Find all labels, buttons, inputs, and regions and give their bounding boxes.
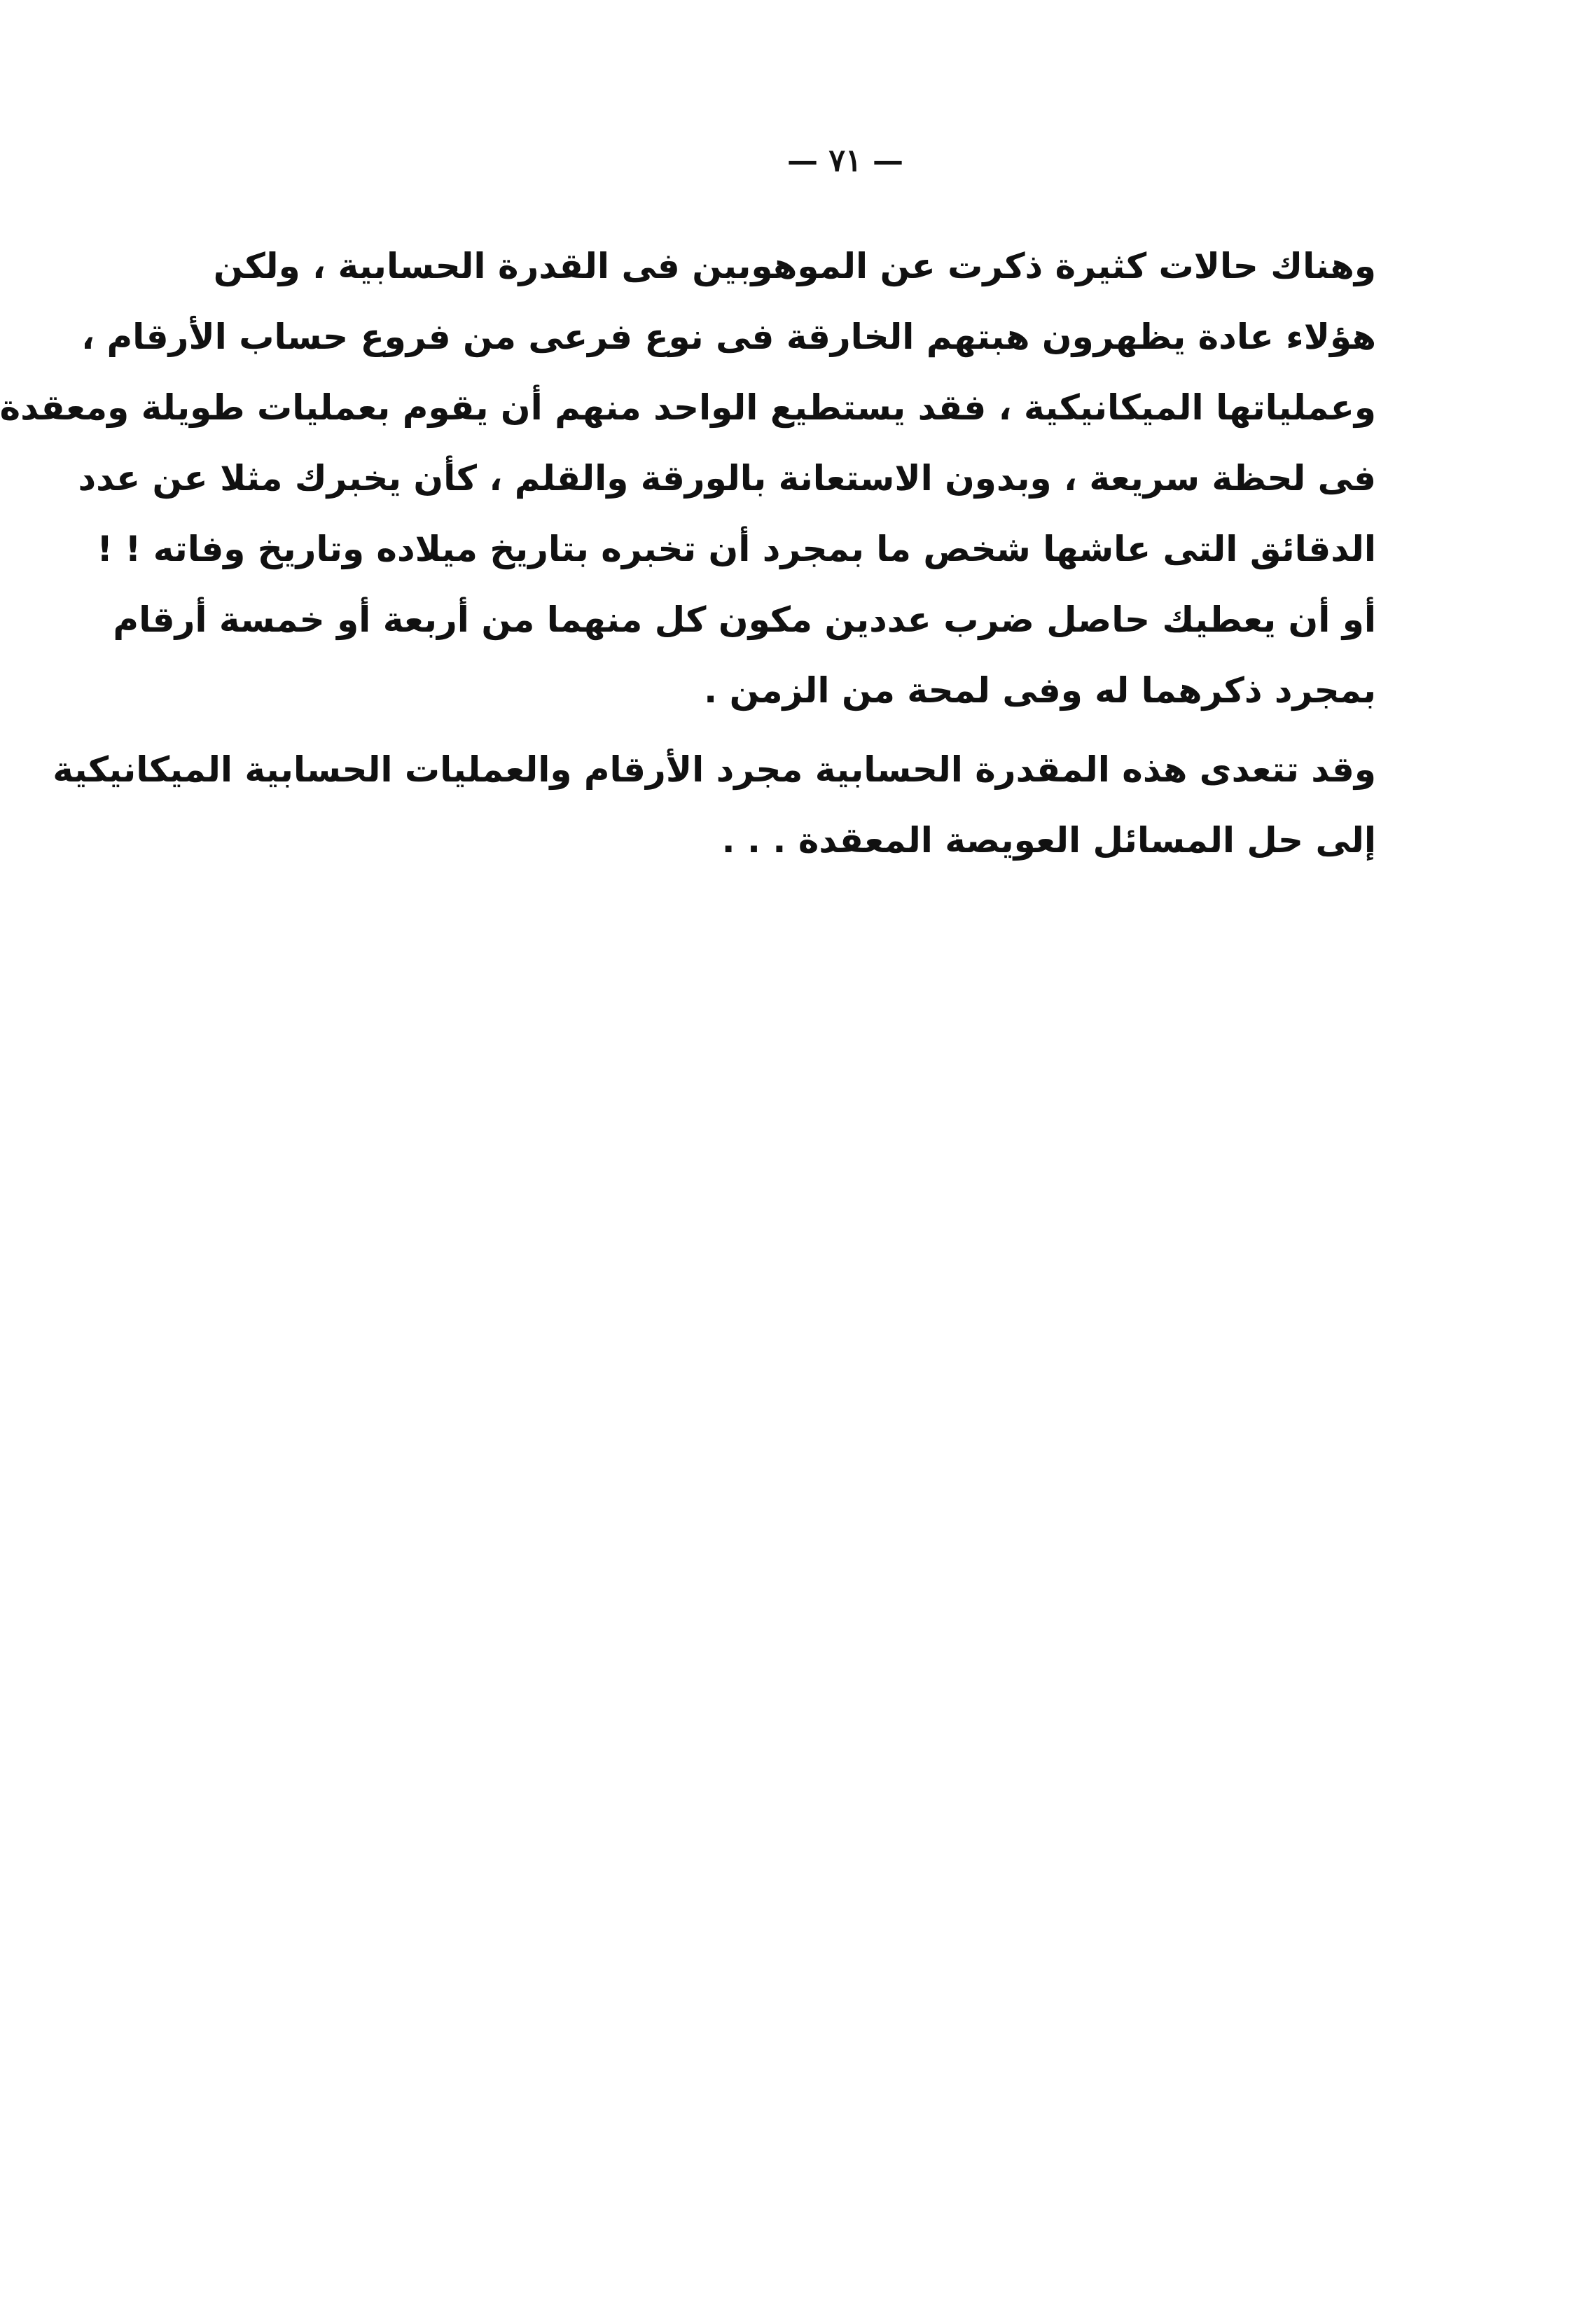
text-line: هؤلاء عادة يظهرون هبتهم الخارقة فى نوع فرعى من فروع حساب الأرقام ،: [81, 317, 1376, 357]
text-line: أو أن يعطيك حاصل ضرب عددين مكون كل منهما من أربعة أو خمسة أرقام: [113, 599, 1376, 640]
page-number: — ٧١ —: [787, 143, 903, 179]
text-line: وعملياتها الميكانيكية ، فقد يستطيع الواحد منهم أن يقوم بعمليات طويلة ومعقدة: [0, 387, 1376, 428]
paragraph-2: [53, 735, 1376, 876]
text-line: إلى حل المسائل العويصة المعقدة . . .: [721, 820, 1376, 861]
text-line: بمجرد ذكرهما له وفى لمحة من الزمن .: [704, 670, 1376, 711]
text-line: الدقائق التى عاشها شخص ما بمجرد أن تخبره بتاريخ ميلاده وتاريخ وفاته ! !: [97, 529, 1376, 569]
paragraph-1: [0, 231, 1376, 726]
text-line: وهناك حالات كثيرة ذكرت عن الموهوبين فى القدرة الحسابية ، ولكن: [213, 246, 1376, 286]
text-line: وقد تتعدى هذه المقدرة الحسابية مجرد الأرقام والعمليات الحسابية الميكانيكية: [53, 749, 1376, 790]
text-line: فى لحظة سريعة ، وبدون الاستعانة بالورقة والقلم ، كأن يخبرك مثلا عن عدد: [78, 458, 1376, 499]
body-text: [0, 231, 1376, 876]
